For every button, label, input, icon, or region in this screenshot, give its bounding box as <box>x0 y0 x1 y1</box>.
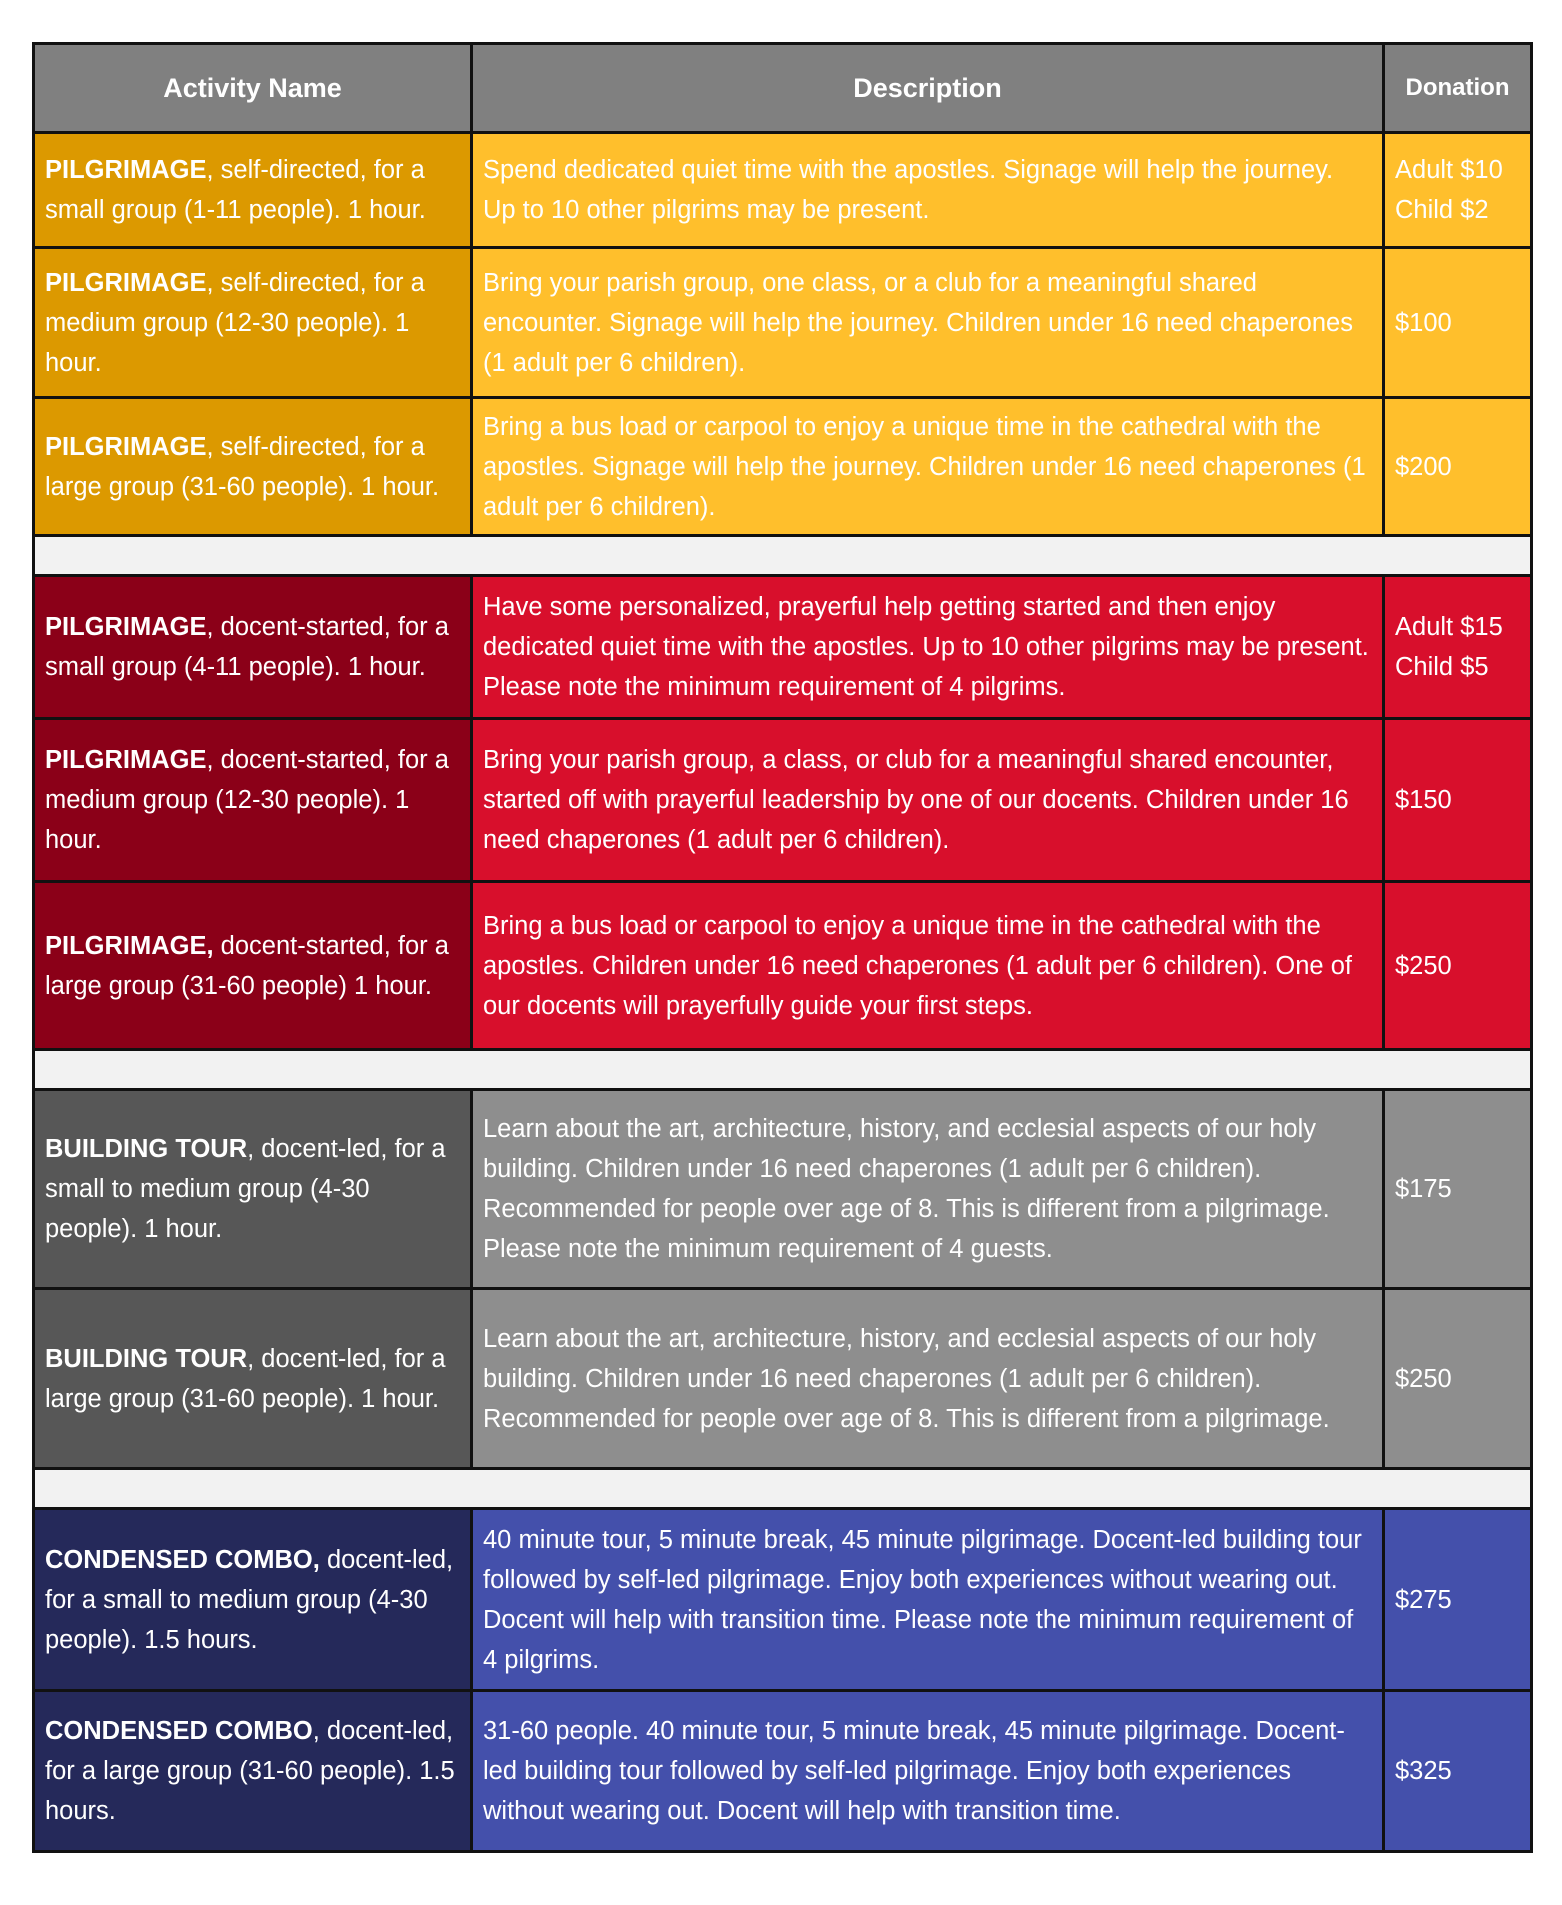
activity-details: , docent-led, for a large group (31-60 people). 1 hour. <box>45 1344 446 1413</box>
donation-amount: $250 <box>1395 1364 1452 1393</box>
description-cell: Bring your parish group, a class, or club for a meaningful shared encounter, started off with prayerful leadership by one of our docents. Children under 16 need chaperones (1 adult per 6 children). <box>472 719 1384 882</box>
donation-cell <box>1384 576 1532 719</box>
donation-cell <box>1384 1289 1532 1469</box>
donation-cell <box>1384 1509 1532 1691</box>
donation-amount: $250 <box>1395 951 1452 980</box>
activity-title: PILGRIMAGE <box>45 268 207 297</box>
activity-title: PILGRIMAGE <box>45 613 207 641</box>
group-separator <box>34 536 1532 576</box>
description-cell: Learn about the art, architecture, history, and ecclesial aspects of our holy building. Children under 16 need chaperones (1 adult per 6 children). Recommended for people over age of 8. This is different from a pilgrimage. Please note the minimum requirement of 4 guests. <box>472 1090 1384 1289</box>
donation-amount: $200 <box>1395 452 1452 481</box>
activity-name-cell <box>34 882 472 1050</box>
donation-amount: Adult $15 <box>1395 613 1503 641</box>
header-description: Description <box>472 44 1384 133</box>
description-cell: Bring your parish group, one class, or a club for a meaningful shared encounter. Signage will help the journey. Children under 16 need chaperones (1 adult per 6 children). <box>472 248 1384 398</box>
header-donation: Donation <box>1384 44 1532 133</box>
donation-amount: $325 <box>1395 1757 1452 1785</box>
activity-details: , docent-started, for a medium group (12-30 people). 1 hour. <box>45 746 449 854</box>
table-row <box>34 882 1532 1050</box>
donation-cell <box>1384 882 1532 1050</box>
activity-name-cell <box>34 1289 472 1469</box>
description-cell: Bring a bus load or carpool to enjoy a unique time in the cathedral with the apostles. Children under 16 need chaperones (1 adult per 6 children). One of our docents will prayerfully guide your first steps. <box>472 882 1384 1050</box>
description-cell: 31-60 people. 40 minute tour, 5 minute break, 45 minute pilgrimage. Docent-led building tour followed by self-led pilgrimage. Enjoy both experiences without wearing out. Docent will help with transition time. <box>472 1691 1384 1852</box>
table-row <box>34 248 1532 398</box>
activity-pricing-table <box>32 42 1533 1853</box>
table-header-row <box>34 44 1532 133</box>
activity-name-cell <box>34 248 472 398</box>
activity-name-cell <box>34 576 472 719</box>
activity-name-cell <box>34 398 472 536</box>
donation-cell <box>1384 1691 1532 1852</box>
donation-amount: $150 <box>1395 786 1452 814</box>
header-activity-name: Activity Name <box>34 44 472 133</box>
activity-title: PILGRIMAGE <box>45 746 207 774</box>
activity-name-cell <box>34 1090 472 1289</box>
donation-cell <box>1384 719 1532 882</box>
group-separator <box>34 1469 1532 1509</box>
description-cell: Bring a bus load or carpool to enjoy a unique time in the cathedral with the apostles. Signage will help the journey. Children under 16 need chaperones (1 adult per 6 children). <box>472 398 1384 536</box>
table-row <box>34 398 1532 536</box>
donation-amount: $275 <box>1395 1585 1452 1614</box>
description-cell: Spend dedicated quiet time with the apostles. Signage will help the journey. Up to 10 other pilgrims may be present. <box>472 133 1384 248</box>
activity-title: PILGRIMAGE <box>45 432 207 461</box>
donation-amount: Child $2 <box>1395 196 1489 224</box>
donation-cell <box>1384 1090 1532 1289</box>
description-cell: Learn about the art, architecture, history, and ecclesial aspects of our holy building. Children under 16 need chaperones (1 adult per 6 children). Recommended for people over age of 8. This is different from a pilgrimage. <box>472 1289 1384 1469</box>
description-cell: 40 minute tour, 5 minute break, 45 minute pilgrimage. Docent-led building tour followed by self-led pilgrimage. Enjoy both experiences without wearing out. Docent will help with transition time. Please note the minimum requirement of 4 pilgrims. <box>472 1509 1384 1691</box>
activity-details: , docent-led, for a large group (31-60 people). 1.5 hours. <box>45 1717 455 1825</box>
table-row <box>34 576 1532 719</box>
table-row <box>34 133 1532 248</box>
donation-cell <box>1384 248 1532 398</box>
activity-details: , self-directed, for a medium group (12-30 people). 1 hour. <box>45 268 425 377</box>
table-row <box>34 719 1532 882</box>
donation-amount: Adult $10 <box>1395 156 1503 184</box>
activity-details: docent-led, for a small to medium group (4-30 people). 1.5 hours. <box>45 1545 454 1654</box>
activity-details: , docent-started, for a small group (4-11 people). 1 hour. <box>45 613 449 681</box>
group-separator <box>34 1050 1532 1090</box>
activity-details: docent-started, for a large group (31-60 people) 1 hour. <box>45 931 449 1000</box>
activity-title: BUILDING TOUR <box>45 1344 248 1373</box>
table-row <box>34 1691 1532 1852</box>
activity-title: BUILDING TOUR <box>45 1135 248 1163</box>
donation-cell <box>1384 133 1532 248</box>
activity-title: PILGRIMAGE <box>45 156 207 184</box>
table-row <box>34 1509 1532 1691</box>
donation-amount: Child $5 <box>1395 653 1489 681</box>
activity-name-cell <box>34 1691 472 1852</box>
donation-amount: $175 <box>1395 1175 1452 1203</box>
activity-details: , self-directed, for a large group (31-60 people). 1 hour. <box>45 432 440 501</box>
activity-name-cell <box>34 719 472 882</box>
activity-name-cell <box>34 133 472 248</box>
activity-name-cell <box>34 1509 472 1691</box>
activity-title: CONDENSED COMBO, <box>45 1545 320 1574</box>
table-row <box>34 1090 1532 1289</box>
donation-amount: $100 <box>1395 308 1452 337</box>
table-row <box>34 1289 1532 1469</box>
description-cell: Have some personalized, prayerful help getting started and then enjoy dedicated quiet time with the apostles. Up to 10 other pilgrims may be present. Please note the minimum requirement of 4 pilgrims. <box>472 576 1384 719</box>
activity-title: PILGRIMAGE, <box>45 931 214 960</box>
donation-cell <box>1384 398 1532 536</box>
activity-details: , self-directed, for a small group (1-11 people). 1 hour. <box>45 156 426 224</box>
activity-title: CONDENSED COMBO <box>45 1717 313 1745</box>
activity-details: , docent-led, for a small to medium group (4-30 people). 1 hour. <box>45 1135 446 1243</box>
